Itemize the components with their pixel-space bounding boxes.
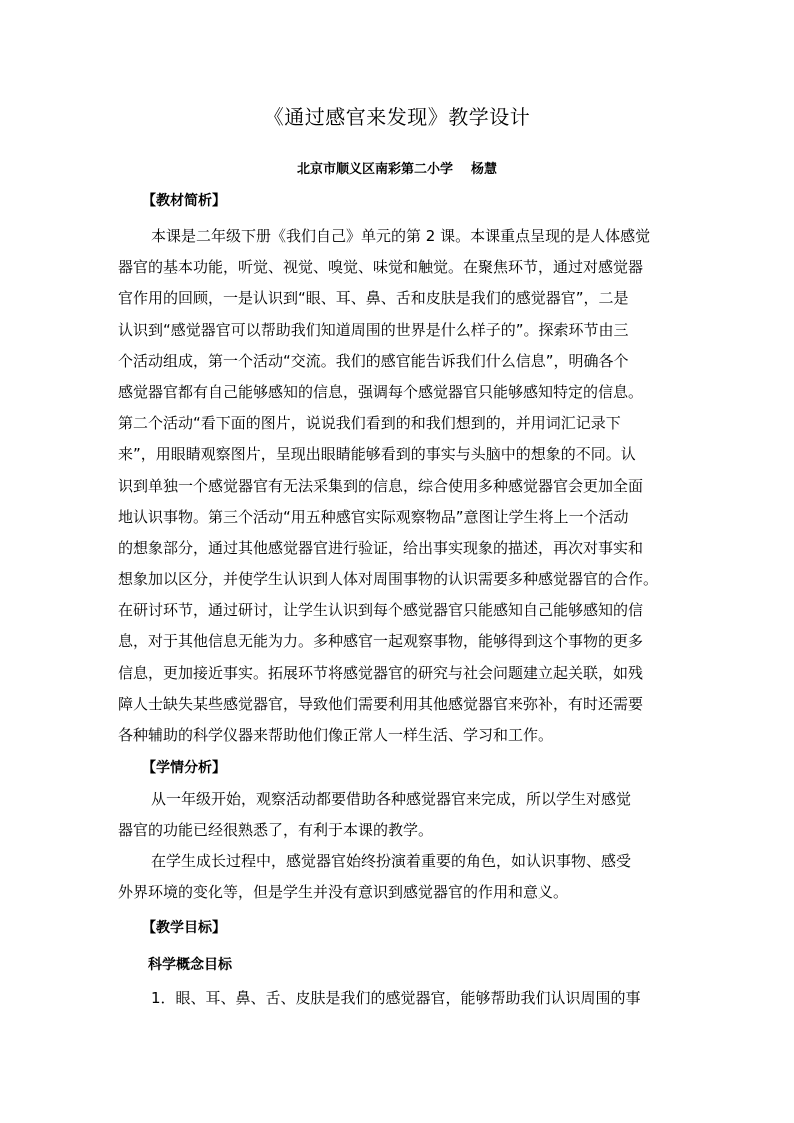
text-line: 识到单独一个感觉器官有无法采集到的信息，综合使用多种感觉器官会更加全面 xyxy=(118,476,644,495)
text-line: 本课是二年级下册《我们自己》单元的第 2 课。本课重点呈现的是人体感觉 xyxy=(151,227,651,245)
section-body-student-analysis-p1 xyxy=(118,784,678,846)
goal-item-1 xyxy=(118,983,678,1014)
text-line: 息，对于其他信息无能为力。多种感官一起观察事物，能够得到这个事物的更多 xyxy=(118,632,644,651)
text-line: 感觉器官都有自己能够感知的信息，强调每个感觉器官只能够感知特定的信息。 xyxy=(118,382,644,401)
text-line: 从一年级开始，观察活动都要借助各种感觉器官来完成，所以学生对感觉 xyxy=(151,790,632,808)
author-name: 杨慧 xyxy=(471,162,498,177)
author-school: 北京市顺义区南彩第二小学 xyxy=(296,162,453,177)
text-line: 外界环境的变化等，但是学生并没有意识到感觉器官的作用和意义。 xyxy=(118,883,569,902)
text-line: 器官的功能已经很熟悉了，有利于本课的教学。 xyxy=(118,821,434,840)
text-line: 认识到“感觉器官可以帮助我们知道周围的世界是什么样子的”。探索环节由三 xyxy=(118,320,629,339)
subheading-science-concept-goals: 科学概念目标 xyxy=(148,957,232,973)
text-line: 地认识事物。第三个活动“用五种感官实际观察物品”意图让学生将上一个活动 xyxy=(118,507,629,526)
text-line: 各种辅助的科学仪器来帮助他们像正常人一样生活、学习和工作。 xyxy=(118,726,554,744)
text-line: 想象加以区分，并使学生认识到人体对周围事物的认识需要多种感觉器官的合作。 xyxy=(118,570,659,589)
text-line: 在研讨环节，通过研讨，让学生认识到每个感觉器官只能感知自己能够感知的信 xyxy=(118,601,644,620)
section-heading-teaching-goals: 【教学目标】 xyxy=(142,920,226,936)
text-line: 1．眼、耳、鼻、舌、皮肤是我们的感觉器官，能够帮助我们认识周围的事 xyxy=(151,989,641,1007)
document-title: 《通过感官来发现》教学设计 xyxy=(263,105,531,129)
text-line: 器官的基本功能，听觉、视觉、嗅觉、味觉和触觉。在聚焦环节，通过对感觉器 xyxy=(118,258,644,277)
section-body-student-analysis-p2 xyxy=(118,846,678,908)
author-line xyxy=(0,160,794,180)
text-line: 第二个活动“看下面的图片，说说我们看到的和我们想到的，并用词汇记录下 xyxy=(118,414,621,433)
text-line: 个活动组成，第一个活动“交流。我们的感官能告诉我们什么信息”，明确各个 xyxy=(118,351,629,370)
text-line: 官作用的回顾，一是认识到“眼、耳、鼻、舌和皮肤是我们的感觉器官”，二是 xyxy=(118,289,629,308)
text-line: 的想象部分，通过其他感觉器官进行验证，给出事实现象的描述，再次对事实和 xyxy=(118,538,644,557)
section-body-textbook-analysis xyxy=(118,221,678,751)
text-line: 信息，更加接近事实。拓展环节将感觉器官的研究与社会问题建立起关联，如残 xyxy=(118,663,644,682)
section-heading-textbook-analysis: 【教材简析】 xyxy=(142,193,226,209)
text-line: 在学生成长过程中，感觉器官始终扮演着重要的角色，如认识事物、感受 xyxy=(151,852,632,870)
text-line: 障人士缺失某些感觉器官，导致他们需要利用其他感觉器官来弥补，有时还需要 xyxy=(118,694,644,713)
text-line: 来”，用眼睛观察图片，呈现出眼睛能够看到的事实与头脑中的想象的不同。认 xyxy=(118,445,636,464)
section-heading-student-analysis: 【学情分析】 xyxy=(142,760,226,776)
